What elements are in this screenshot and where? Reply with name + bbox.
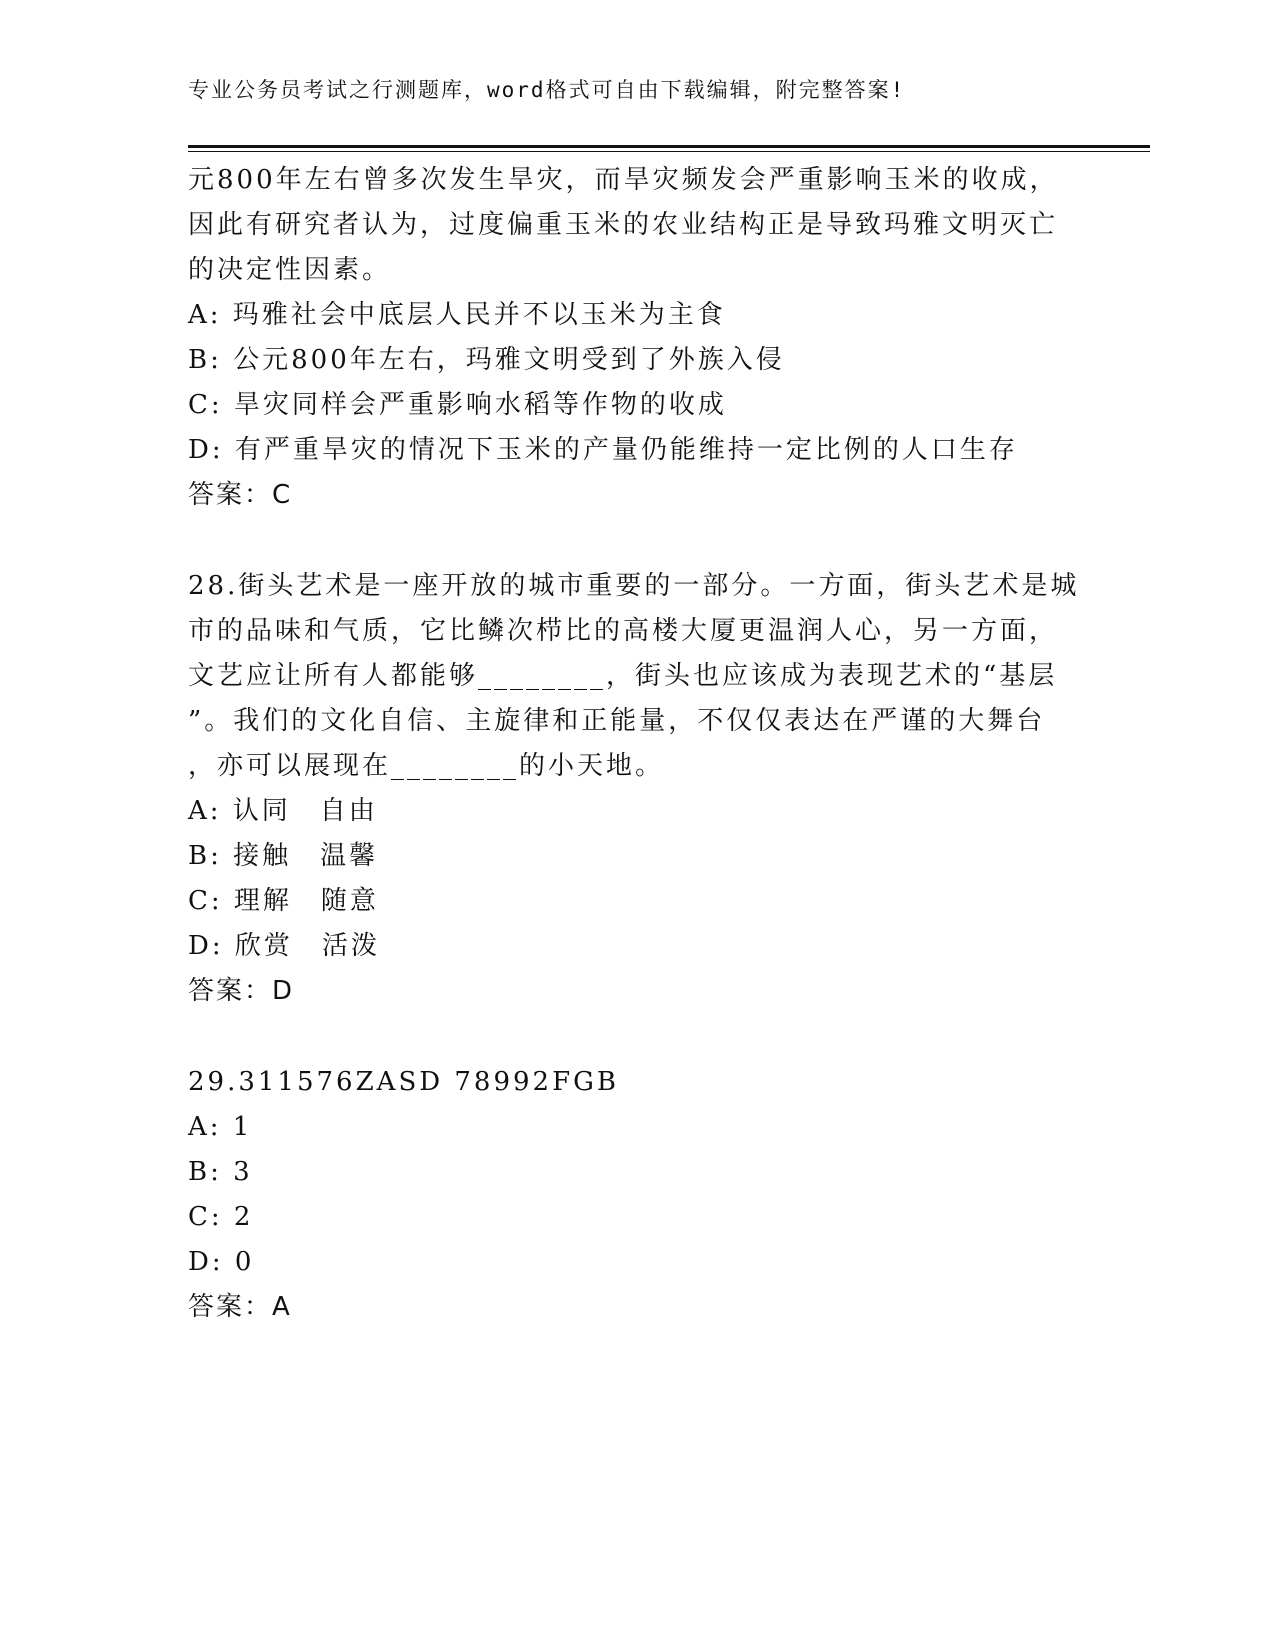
question-29 xyxy=(188,1060,1088,1331)
question-stem-line: ，亦可以展现在________的小天地。 xyxy=(188,751,665,781)
header-rule-thick xyxy=(188,145,1150,148)
option-d: D: 有严重旱灾的情况下玉米的产量仍能维持一定比例的人口生存 xyxy=(188,435,1018,465)
answer-line: 答案：D xyxy=(188,976,295,1006)
question-stem-line: 29.311576ZASD 78992FGB xyxy=(188,1067,619,1097)
option-d: D: 欣赏 活泼 xyxy=(188,931,380,961)
spacer xyxy=(188,1015,1088,1060)
option-a: A: 玛雅社会中底层人民并不以玉米为主食 xyxy=(188,300,726,330)
answer-line: 答案：A xyxy=(188,1292,292,1322)
page-header: 专业公务员考试之行测题库，word格式可自由下载编辑，附完整答案! xyxy=(188,78,906,102)
option-a: A: 认同 自由 xyxy=(188,796,378,826)
option-b: B: 3 xyxy=(188,1157,253,1187)
question-27 xyxy=(188,158,1088,519)
option-b: B: 接触 温馨 xyxy=(188,841,379,871)
spacer xyxy=(188,519,1088,564)
question-stem-line: 的决定性因素。 xyxy=(188,255,392,285)
question-stem-line: 28.街头艺术是一座开放的城市重要的一部分。一方面，街头艺术是城 xyxy=(188,571,1080,601)
option-c: C: 2 xyxy=(188,1202,254,1232)
question-stem-line: ”。我们的文化自信、主旋律和正能量，不仅仅表达在严谨的大舞台 xyxy=(188,706,1046,736)
question-stem-line: 因此有研究者认为，过度偏重玉米的农业结构正是导致玛雅文明灭亡 xyxy=(188,210,1059,240)
questions-content xyxy=(188,158,1088,1331)
option-c: C: 理解 随意 xyxy=(188,886,379,916)
option-a: A: 1 xyxy=(188,1112,253,1142)
question-stem-line: 元800年左右曾多次发生旱灾，而旱灾频发会严重影响玉米的收成， xyxy=(188,165,1059,195)
question-28 xyxy=(188,564,1088,1015)
option-b: B: 公元800年左右，玛雅文明受到了外族入侵 xyxy=(188,345,785,375)
answer-line: 答案：C xyxy=(188,480,293,510)
question-stem-line: 市的品味和气质，它比鳞次栉比的高楼大厦更温润人心，另一方面， xyxy=(188,616,1059,646)
header-rule-thin xyxy=(188,151,1150,152)
option-c: C: 旱灾同样会严重影响水稻等作物的收成 xyxy=(188,390,727,420)
option-d: D: 0 xyxy=(188,1247,255,1277)
question-stem-line: 文艺应让所有人都能够________，街头也应该成为表现艺术的“基层 xyxy=(188,661,1058,691)
